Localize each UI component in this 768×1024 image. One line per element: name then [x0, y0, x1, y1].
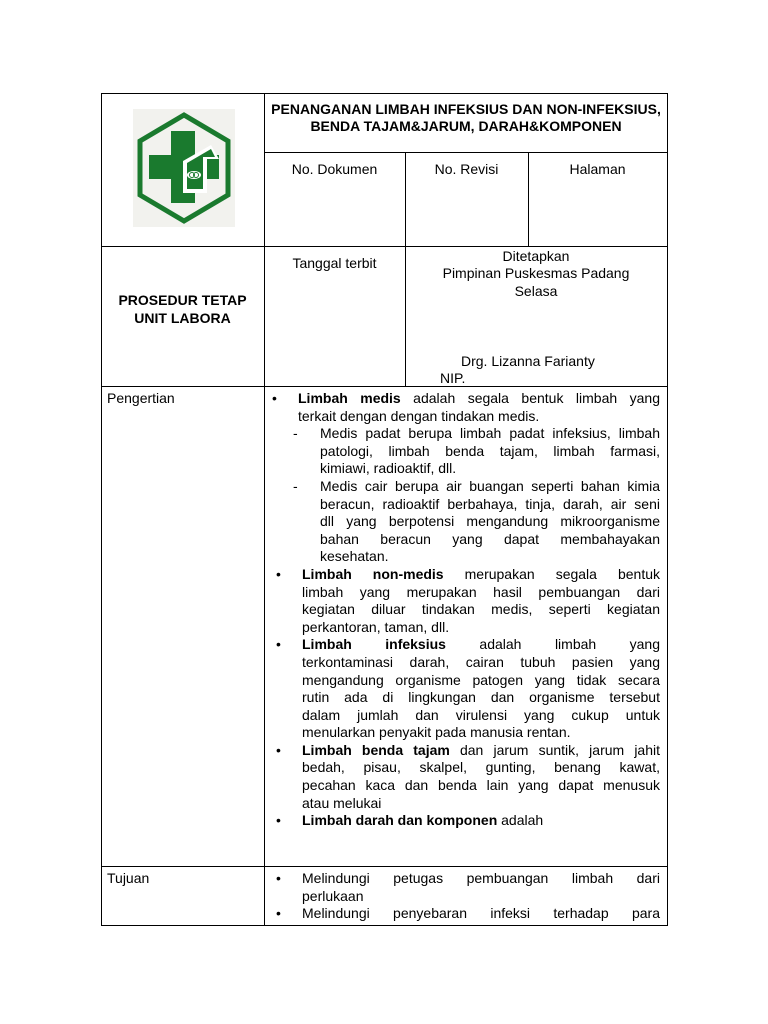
- item-text-line: adalah segala bentuk limbah yang: [400, 390, 660, 406]
- puskesmas-logo-icon: [133, 109, 235, 227]
- tujuan-label: Tujuan: [107, 870, 150, 886]
- item-text-line: Melindungi penyebaran infeksi terhadap para: [302, 905, 660, 922]
- term-limbah-medis: Limbah medis: [298, 390, 401, 406]
- sub-text-line: Medis cair berupa air buangan seperti bahan kimia: [320, 477, 660, 494]
- table-line-title-bottom: [264, 152, 668, 153]
- sub-text-line: dll yang berpotensi mengandung mikroorganisme: [320, 513, 660, 530]
- pengertian-list: [272, 390, 661, 830]
- item-text-line: perlukaan: [302, 887, 364, 904]
- bullet-icon: •: [276, 636, 281, 653]
- bullet-icon: •: [276, 812, 281, 829]
- halaman-label: Halaman: [569, 161, 626, 177]
- ditetapkan-label: Ditetapkan: [502, 248, 570, 264]
- item-text-line: pecahan kaca dan benda lain yang dapat menusuk: [302, 777, 660, 794]
- pimpinan-line2: Selasa: [514, 283, 558, 299]
- tujuan-list: [276, 870, 660, 923]
- item-text-line: dalam jumlah dan virulensi yang cukup untuk: [302, 706, 660, 723]
- list-item: [276, 905, 660, 923]
- table-border-left: [101, 93, 102, 925]
- sub-text-line: kimiawi, radioaktif, dll.: [320, 460, 457, 477]
- no-dokumen-label: No. Dokumen: [291, 161, 378, 177]
- item-text-line: merupakan segala bentuk: [443, 565, 661, 582]
- list-item: [276, 870, 660, 905]
- bullet-icon: •: [276, 741, 281, 758]
- item-text-line: bedah, pisau, skalpel, gunting, benang kawat,: [302, 759, 660, 776]
- term-limbah-darah: Limbah darah dan komponen: [302, 812, 498, 829]
- item-text-line: terkait dengan dengan tindakan medis.: [298, 407, 540, 424]
- bullet-icon: •: [276, 565, 281, 582]
- sub-text-line: Medis padat berupa limbah padat infeksius, limbah: [320, 425, 660, 442]
- sub-list-item: [293, 477, 660, 566]
- item-text-line: terkontaminasi darah, cairan tubuh pasien yang: [302, 653, 660, 670]
- bullet-icon: •: [276, 870, 281, 886]
- term-limbah-non-medis: Limbah non-medis: [302, 565, 444, 582]
- protap-line2: UNIT LABORA: [134, 310, 231, 326]
- term-limbah-infeksius: Limbah infeksius: [302, 636, 446, 653]
- item-text-line: atau melukai: [302, 794, 382, 811]
- item-text-line: limbah yang merupakan hasil pembuangan dari: [302, 583, 660, 600]
- sub-text-line: patologi, limbah benda tajam, limbah farmasi,: [320, 442, 660, 459]
- tanggal-terbit-label: Tanggal terbit: [292, 255, 377, 271]
- item-text-line: menularkan penyakit pada manusia rentan.: [302, 724, 571, 741]
- table-line-header-row2: [101, 386, 668, 387]
- signatory-name: Drg. Lizanna Farianty: [461, 353, 595, 369]
- table-border-bottom: [101, 925, 668, 926]
- item-text-line: adalah: [497, 812, 544, 829]
- sub-text-line: kesehatan.: [320, 548, 389, 565]
- nip-label: NIP.: [440, 370, 466, 386]
- item-text-line: kegiatan diluar tindakan medis, seperti kegiatan: [302, 601, 660, 618]
- table-line-pengertian-bottom: [101, 866, 668, 867]
- sub-text-line: beracun, radioaktif berbahaya, tinja, darah, air seni: [320, 495, 660, 512]
- item-text-line: perkantoran, taman, dll.: [302, 618, 450, 635]
- document-title-line1: PENANGANAN LIMBAH INFEKSIUS DAN NON-INFEKSIUS,: [271, 101, 661, 117]
- table-border-top: [101, 93, 668, 94]
- table-line-col1: [264, 93, 265, 925]
- bullet-icon: •: [276, 905, 281, 922]
- list-item: [276, 741, 661, 812]
- pengertian-label: Pengertian: [107, 390, 175, 406]
- item-text-line: mengandung organisme patogen yang tidak secara: [302, 671, 660, 688]
- table-border-right: [667, 93, 668, 925]
- item-text-line: rutin ada di lingkungan dan organisme tersebut: [302, 689, 660, 706]
- table-line-header-row1: [101, 246, 668, 247]
- pimpinan-line1: Pimpinan Puskesmas Padang: [442, 265, 630, 281]
- list-item: [272, 390, 660, 566]
- item-text-line: dan jarum suntik, jarum jahit: [449, 741, 661, 758]
- list-item: [276, 636, 661, 742]
- term-limbah-benda-tajam: Limbah benda tajam: [302, 741, 450, 758]
- sub-text-line: bahan beracun yang dapat membahayakan: [320, 530, 660, 547]
- list-item: [276, 565, 661, 636]
- dash-icon: -: [293, 477, 298, 494]
- protap-line1: PROSEDUR TETAP: [118, 292, 247, 308]
- bullet-icon: •: [272, 390, 277, 406]
- list-item: [276, 812, 660, 830]
- no-revisi-label: No. Revisi: [434, 161, 499, 177]
- document-title-line2: BENDA TAJAM&JARUM, DARAH&KOMPONEN: [310, 118, 622, 134]
- item-text-line: adalah limbah yang: [445, 636, 661, 653]
- sub-list-item: [293, 425, 660, 478]
- dash-icon: -: [293, 425, 298, 442]
- item-text-line: Melindungi petugas pembuangan limbah dari: [302, 870, 660, 886]
